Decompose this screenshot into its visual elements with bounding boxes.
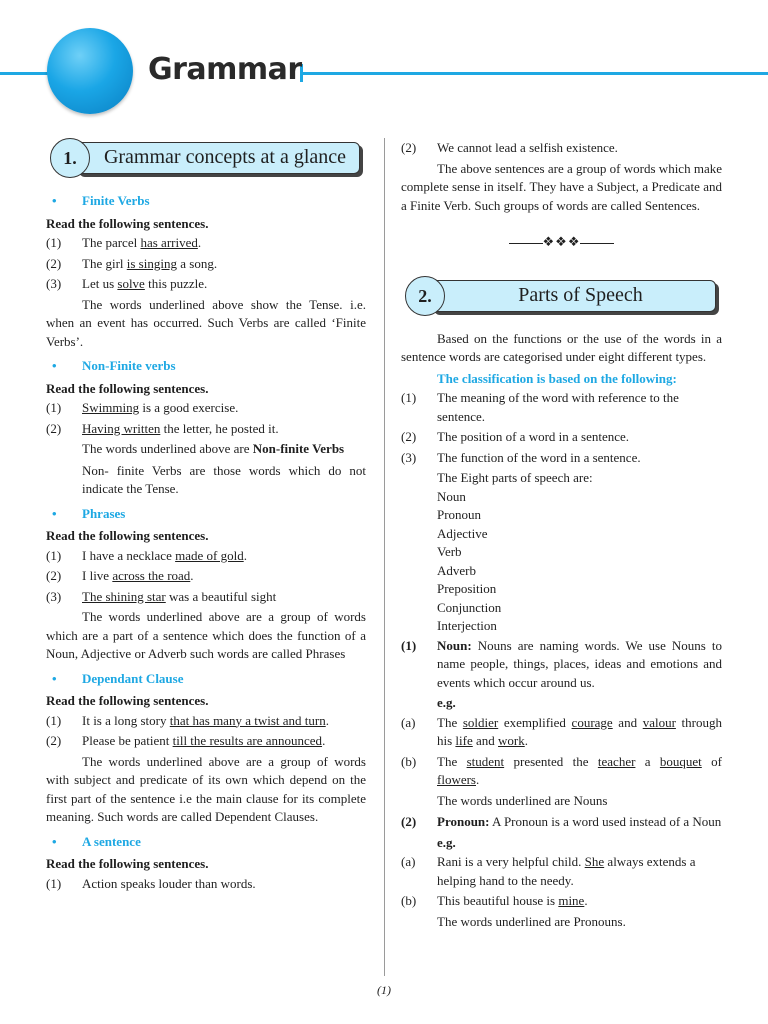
section-2-number: 2. — [405, 276, 445, 316]
right-column — [401, 138, 722, 931]
section-1-number: 1. — [50, 138, 90, 178]
list-item: Adjective — [437, 525, 488, 541]
dependant-heading: • Dependant Clause — [52, 670, 184, 686]
noun-example-b: (b) The student presented the teacher a bouquet of flowers. — [401, 753, 722, 787]
dependant-sentence-2: (2) Please be patient till the results are announced. — [46, 733, 326, 748]
nonfinite-sentence-1: (1) Swimming is a good exercise. — [46, 400, 239, 415]
sentence-read: Read the following sentences. — [46, 856, 209, 871]
pronoun-definition: (2) Pronoun: A Pronoun is a word used instead of a Noun — [401, 814, 722, 829]
finite-note: The words underlined above show the Tense. i.e. when an event has occurred. Such Verbs are called ‘Finite Verbs’. — [46, 296, 366, 349]
noun-eg: e.g. — [437, 695, 456, 710]
page-number: (1) — [377, 983, 391, 997]
header-circle-badge — [47, 28, 133, 114]
dependant-note: The words underlined above are a group of words with subject and predicate of its own which depend on the first part of the sentence i.e the main clause for its complete meaning. Such words are called Dependent Clauses. — [46, 753, 366, 824]
sentence-heading: • A sentence — [52, 833, 141, 849]
classification-1: (1) The meaning of the word with reference to the sentence. — [401, 390, 679, 424]
pronoun-note: The words underlined are Pronouns. — [437, 913, 626, 929]
classification-heading: The classification is based on the following: — [437, 370, 677, 386]
classification-2: (2) The position of a word in a sentence. — [401, 429, 630, 444]
section-2-title: Parts of Speech — [518, 283, 643, 306]
sentence-example-2: (2) We cannot lead a selfish existence. — [401, 140, 618, 155]
section-1-box — [46, 138, 366, 180]
list-item: Noun — [437, 488, 466, 504]
column-divider — [384, 138, 385, 976]
finite-sentence-1: (1) The parcel has arrived. — [46, 235, 202, 250]
list-item: Adverb — [437, 562, 476, 578]
list-item: Preposition — [437, 581, 497, 596]
nonfinite-note-1: The words underlined above are Non-finite Verbs — [82, 441, 345, 456]
phrases-note: The words underlined above are a group of words which are a part of a sentence which does the function of a Noun, Adjective or Adverb such words are called Phrases — [46, 609, 366, 661]
parts-intro: Based on the functions or the use of the words in a sentence words are categorised under eight different types. — [401, 330, 722, 364]
noun-note: The words underlined are Nouns — [437, 792, 608, 808]
pronoun-eg: e.g. — [437, 834, 456, 850]
dependant-sentence-1: (1) It is a long story that has many a twist and turn. — [46, 712, 329, 728]
list-item: Verb — [437, 544, 462, 559]
pronoun-example-a: (a) Rani is a very helpful child. She always extends a helping hand to the needy. — [401, 854, 696, 888]
finite-read: Read the following sentences. — [46, 215, 209, 231]
nonfinite-note-2: Non- finite Verbs are those words which do not indicate the Tense. — [82, 462, 366, 496]
header-rule-left — [0, 72, 50, 75]
dependant-read: Read the following sentences. — [46, 693, 209, 708]
eight-parts-heading: The Eight parts of speech are: — [437, 470, 593, 485]
noun-definition: (1) Noun: Nouns are naming words. We use Nouns to name people, things, places, ideas and emotions and events which occur around us. — [401, 637, 722, 690]
list-item: Interjection — [437, 618, 497, 633]
phrases-read: Read the following sentences. — [46, 528, 209, 543]
finite-sentence-2: (2) The girl is singing a song. — [46, 255, 218, 271]
pronoun-example-b: (b) This beautiful house is mine. — [401, 893, 588, 908]
sentence-note: The above sentences are a group of words which make complete sense in itself. They have a Subject, a Predicate and a Finite Verb. Such groups of words are called Sentences. — [401, 160, 722, 213]
phrases-sentence-1: (1) I have a necklace made of gold. — [46, 547, 247, 563]
nonfinite-sentence-2: (2) Having written the letter, he posted it. — [46, 420, 279, 436]
list-item: Pronoun — [437, 507, 482, 522]
classification-3: (3) The function of the word in a sentence. — [401, 449, 641, 465]
noun-example-a: (a) The soldier exemplified courage and valour through his life and work. — [401, 714, 722, 748]
parts-list — [401, 488, 722, 636]
phrases-sentence-2: (2) I live across the road. — [46, 568, 194, 583]
finite-sentence-3: (3) Let us solve this puzzle. — [46, 276, 208, 291]
section-2-box — [401, 276, 722, 318]
phrases-heading: • Phrases — [52, 505, 126, 521]
sentence-example-1: (1) Action speaks louder than words. — [46, 875, 256, 891]
list-item: Conjunction — [437, 599, 502, 615]
finite-verbs-heading: • Finite Verbs — [52, 193, 150, 208]
section-1-title: Grammar concepts at a glance — [103, 146, 347, 168]
left-column — [46, 138, 366, 895]
header-rule-right — [302, 72, 768, 75]
page-title: Grammar — [148, 52, 302, 87]
ornament-divider: ❖❖❖ — [401, 233, 722, 252]
nonfinite-read: Read the following sentences. — [46, 380, 209, 396]
nonfinite-heading: • Non-Finite verbs — [52, 358, 176, 373]
phrases-sentence-3: (3) The shining star was a beautiful sight — [46, 588, 277, 604]
